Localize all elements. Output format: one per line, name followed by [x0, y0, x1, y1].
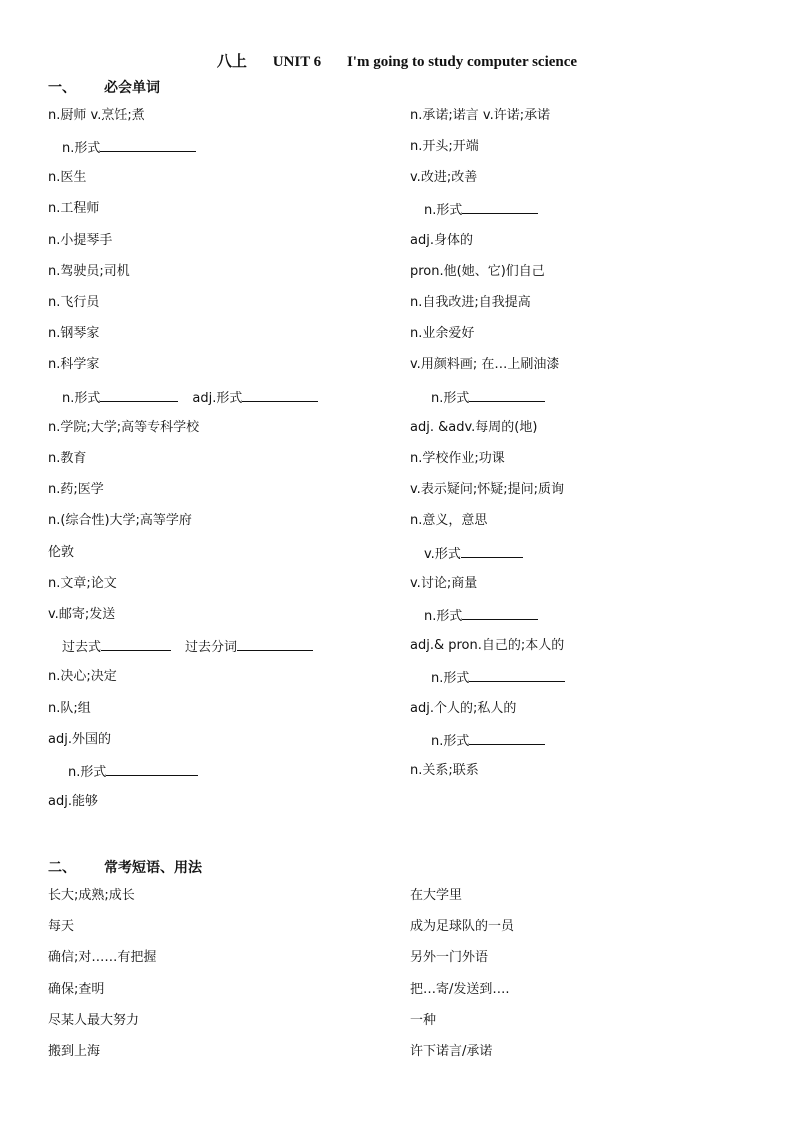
phrase-item	[410, 1044, 492, 1060]
fill-blank[interactable]	[462, 201, 538, 214]
section-number: 一、	[48, 81, 76, 96]
phrase-item	[410, 919, 514, 935]
word-text: n.教育	[48, 451, 87, 466]
word-item	[48, 669, 117, 685]
word-item	[410, 451, 505, 467]
word-text: n.学校作业;功课	[410, 451, 505, 466]
word-text: n.自我改进;自我提高	[410, 295, 531, 310]
word-text: adj.& pron.自己的;本人的	[410, 638, 565, 653]
section-heading-words	[48, 77, 160, 97]
phrase-text: 把…寄/发送到….	[410, 982, 510, 997]
word-item	[48, 420, 199, 436]
word-item	[48, 794, 98, 810]
word-item	[48, 576, 117, 592]
word-item	[62, 638, 313, 656]
word-item	[410, 170, 477, 186]
fill-blank[interactable]	[461, 545, 523, 558]
word-item	[410, 420, 537, 436]
section-label: 必会单词	[104, 81, 160, 96]
fill-blank[interactable]	[101, 638, 171, 651]
word-item	[68, 763, 198, 781]
phrase-text: 许下诺言/承诺	[410, 1044, 493, 1059]
phrase-text: 一种	[410, 1013, 437, 1028]
phrase-text: 长大;成熟;成长	[48, 888, 135, 903]
word-item	[410, 326, 474, 342]
word-text: n.形式	[431, 671, 470, 686]
fill-blank[interactable]	[469, 732, 545, 745]
word-item	[48, 233, 112, 249]
fill-blank[interactable]	[106, 763, 198, 776]
fill-blank[interactable]	[469, 669, 565, 682]
phrase-item	[410, 1013, 436, 1029]
word-text: 伦敦	[48, 545, 75, 560]
section-heading-phrases	[48, 857, 202, 877]
word-item	[410, 139, 479, 155]
section-label: 常考短语、用法	[104, 861, 202, 876]
word-text: n.决心;决定	[48, 669, 117, 684]
word-item	[410, 701, 516, 717]
word-text: n.形式	[62, 391, 101, 406]
word-item	[48, 545, 74, 561]
word-text: v.改进;改善	[410, 170, 478, 185]
word-text: n.形式	[431, 391, 470, 406]
word-item	[410, 108, 550, 124]
word-item	[424, 607, 538, 625]
word-item	[410, 357, 559, 373]
phrase-item	[48, 982, 104, 998]
word-item	[48, 201, 99, 217]
phrase-item	[48, 950, 156, 966]
word-item	[48, 357, 99, 373]
fill-blank[interactable]	[242, 389, 318, 402]
word-item	[431, 732, 545, 750]
word-text: v.形式	[424, 547, 461, 562]
word-text: n.学院;大学;高等专科学校	[48, 420, 200, 435]
fill-blank[interactable]	[100, 139, 196, 152]
title-unit: UNIT 6	[272, 54, 322, 70]
phrase-text: 搬到上海	[48, 1044, 101, 1059]
title-topic: I'm going to study computer science	[346, 54, 578, 70]
word-item	[48, 607, 115, 623]
word-item	[410, 638, 564, 654]
word-text: n.科学家	[48, 357, 100, 372]
fill-blank[interactable]	[469, 389, 545, 402]
phrase-item	[48, 1044, 100, 1060]
word-text: n.(综合性)大学;高等学府	[48, 513, 192, 528]
title-grade: 八上	[216, 54, 247, 70]
word-item	[48, 732, 111, 748]
word-text: v.用颜料画; 在…上刷油漆	[410, 357, 560, 372]
fill-blank[interactable]	[237, 638, 313, 651]
page-title	[0, 50, 794, 71]
word-text: v.邮寄;发送	[48, 607, 116, 622]
word-item	[48, 326, 99, 342]
word-text: n.形式	[431, 734, 470, 749]
word-item	[424, 201, 538, 219]
word-text: n.驾驶员;司机	[48, 264, 130, 279]
word-item	[410, 576, 477, 592]
word-item	[410, 763, 479, 779]
word-text: n.关系;联系	[410, 763, 479, 778]
word-text: n.工程师	[48, 201, 100, 216]
word-text: adj. &adv.每周的(地)	[410, 420, 538, 435]
section-number: 二、	[48, 861, 76, 876]
word-text: n.意义，意思	[410, 513, 488, 528]
phrase-item	[48, 1013, 139, 1029]
word-item	[410, 233, 473, 249]
fill-blank[interactable]	[462, 607, 538, 620]
word-item	[62, 139, 196, 157]
word-text: adj.外国的	[48, 732, 111, 747]
word-text: n.形式	[424, 609, 463, 624]
phrase-item	[48, 919, 74, 935]
word-item	[48, 451, 86, 467]
word-text: adj.个人的;私人的	[410, 701, 517, 716]
word-item	[410, 264, 545, 280]
word-item	[48, 701, 91, 717]
phrase-item	[48, 888, 135, 904]
word-item	[48, 170, 86, 186]
word-text: n.医生	[48, 170, 87, 185]
word-text: n.形式	[68, 765, 107, 780]
word-text: v.表示疑问;怀疑;提问;质询	[410, 482, 564, 497]
word-text: n.形式	[62, 141, 101, 156]
word-item	[431, 389, 545, 407]
phrase-text: 成为足球队的一员	[410, 919, 515, 934]
word-item	[431, 669, 565, 687]
phrase-text: 在大学里	[410, 888, 463, 903]
word-text: n.开头;开端	[410, 139, 479, 154]
word-text: n.厨师 v.烹饪;煮	[48, 108, 145, 123]
word-text: n.文章;论文	[48, 576, 117, 591]
word-text: n.队;组	[48, 701, 91, 716]
word-text: 过去式	[62, 640, 102, 655]
word-item	[48, 295, 99, 311]
word-text: adj.形式	[192, 391, 243, 406]
word-text: pron.他(她、它)们自己	[410, 264, 545, 279]
word-text: n.钢琴家	[48, 326, 100, 341]
word-item	[48, 482, 104, 498]
word-item	[410, 295, 531, 311]
word-item	[410, 482, 564, 498]
word-text: n.飞行员	[48, 295, 100, 310]
word-item	[62, 389, 318, 407]
word-item	[410, 513, 487, 529]
word-text: n.承诺;诺言 v.许诺;承诺	[410, 108, 551, 123]
phrase-text: 尽某人最大努力	[48, 1013, 140, 1028]
word-item	[48, 264, 130, 280]
phrase-text: 另外一门外语	[410, 950, 489, 965]
word-text: n.业余爱好	[410, 326, 475, 341]
word-item	[48, 513, 192, 529]
word-item	[48, 108, 145, 124]
word-text: adj.能够	[48, 794, 98, 809]
word-text: 过去分词	[185, 640, 238, 655]
word-text: n.形式	[424, 203, 463, 218]
phrase-text: 每天	[48, 919, 75, 934]
phrase-text: 确保;查明	[48, 982, 105, 997]
phrase-item	[410, 982, 510, 998]
word-text: n.药;医学	[48, 482, 104, 497]
word-text: n.小提琴手	[48, 233, 113, 248]
phrase-item	[410, 888, 462, 904]
fill-blank[interactable]	[100, 389, 178, 402]
phrase-text: 确信;对……有把握	[48, 950, 157, 965]
word-item	[424, 545, 523, 563]
word-text: v.讨论;商量	[410, 576, 478, 591]
phrase-item	[410, 950, 488, 966]
word-text: adj.身体的	[410, 233, 473, 248]
